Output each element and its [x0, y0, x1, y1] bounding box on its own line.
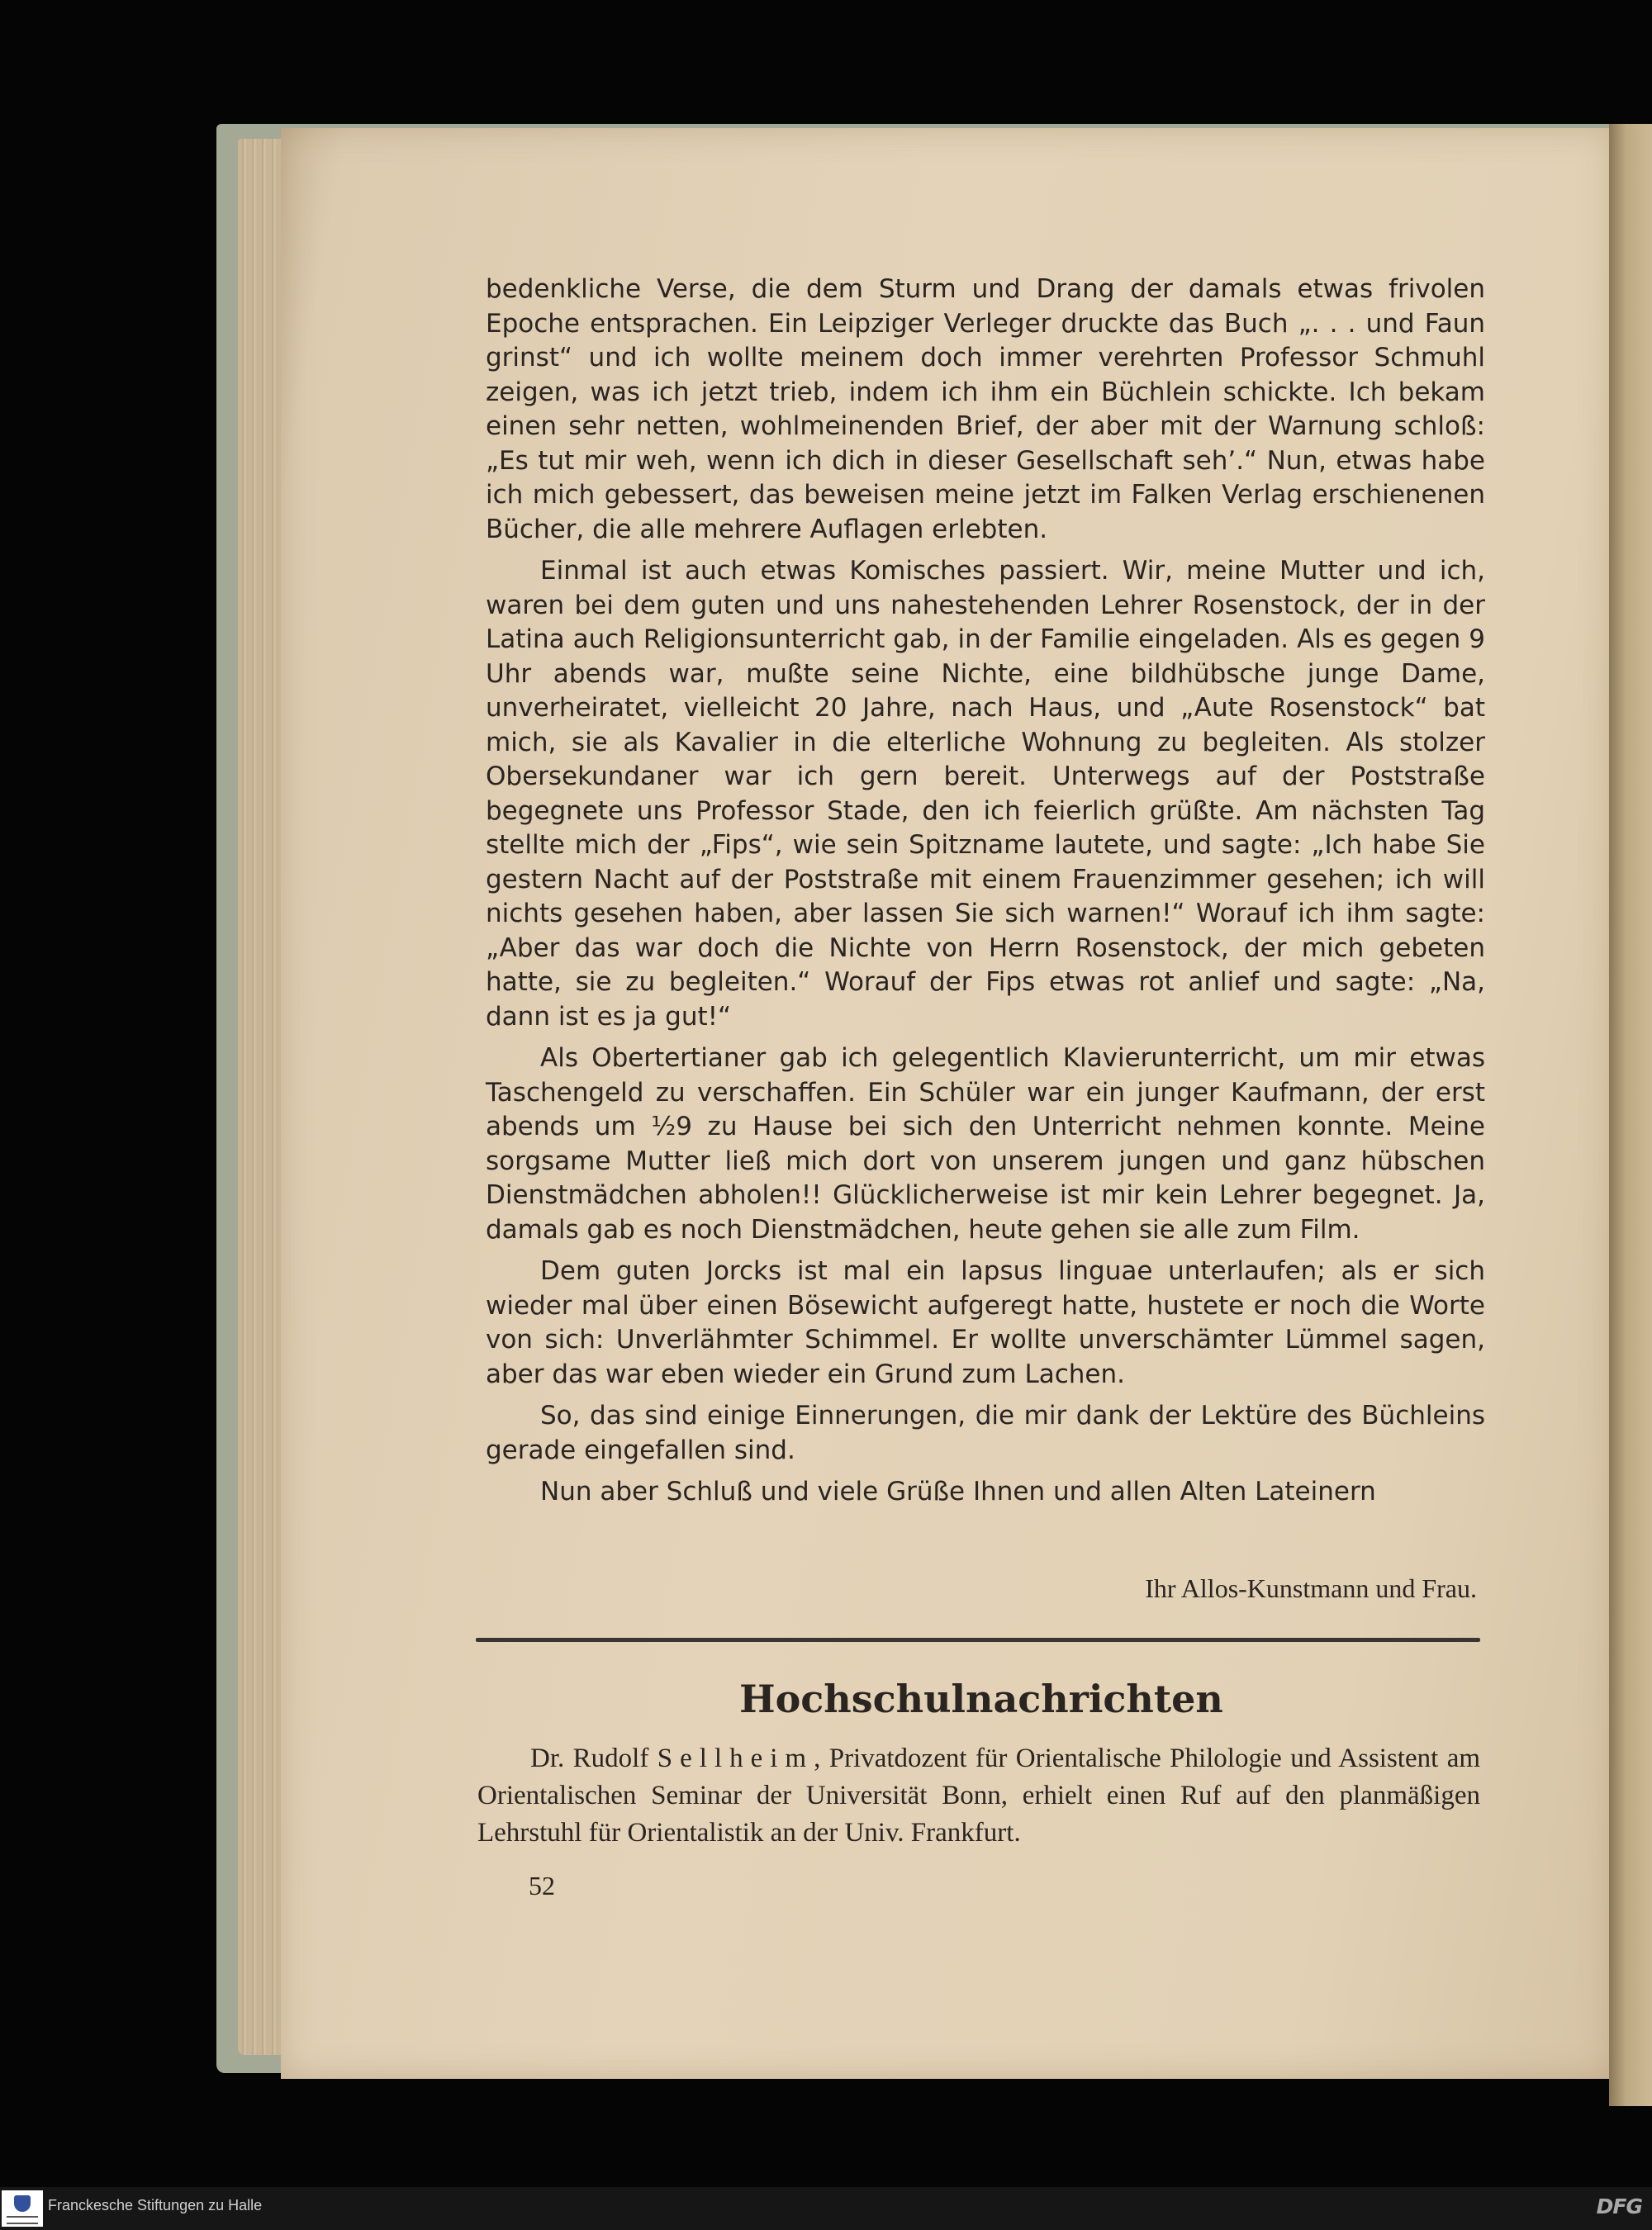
- section-heading: Hochschulnachrichten: [739, 1677, 1223, 1721]
- letter-text: [486, 273, 1485, 1517]
- paragraph-4: Dem guten Jorcks ist mal ein lapsus linguae unterlaufen; als er sich wieder mal über einen Bösewicht aufgeregt hatte, hustete er noch die Worte von sich: Unverlähmter Schimmel. Er wollte unverschämter Lümmel sagen, aber das war eben wieder ein Grund zum Lachen.: [486, 1256, 1485, 1389]
- university-news: [477, 1740, 1480, 1852]
- institution-name[interactable]: Franckesche Stiftungen zu Halle: [48, 2197, 263, 2213]
- paragraph-2: Einmal ist auch etwas Komisches passiert. Wir, meine Mutter und ich, waren bei dem guten und uns nahestehenden Lehrer Rosenstock, der in der Latina auch Religionsunterricht gab, in der Familie eingeladen. Als es gegen 9 Uhr abends war, mußte seine Nichte, eine bildhübsche junge Dame, unverheiratet, vielleicht 20 Jahre, nach Haus, und „Aute Rosenstock“ bat mich, sie als Kavalier in die elterliche Wohnung zu begleiten. Als stolzer Obersekundaner war ich gern bereit. Unterwegs auf der Poststraße begegnete uns Professor Stade, den ich feierlich grüßte. Am nächsten Tag stellte mich der „Fips“, wie sein Spitzname lautete, und sagte: „Ich habe Sie gestern Nacht auf der Poststraße mit einem Frauenzimmer gesehen; ich will nichts gesehen haben, aber lassen Sie sich warnen!“ Worauf ich ihm sagte: „Aber das war doch die Nichte von Herrn Rosenstock, der mich gebeten hatte, sie zu begleiten.“ Worauf der Fips etwas rot anlief und sagte: „Na, dann ist es ja gut!“: [486, 556, 1485, 1032]
- institution-logo-icon[interactable]: [2, 2190, 43, 2227]
- facing-page-edge: [1609, 124, 1652, 2106]
- viewer-footer: [0, 2187, 1652, 2230]
- news-text: , Privatdozent für Orientalische Philologie und Assistent am Orientalischen Seminar der Universität Bonn, erhielt einen Ruf auf den planmäßigen Lehrstuhl für Orientalistik an der Univ. Frankfurt.: [477, 1744, 1481, 1848]
- paragraph-6: Nun aber Schluß und viele Grüße Ihnen und allen Alten Lateinern: [540, 1477, 1376, 1506]
- paragraph-3: Als Obertertianer gab ich gelegentlich Klavierunterricht, um mir etwas Taschengeld zu verschaffen. Ein Schüler war ein junger Kaufmann, der erst abends um ½9 zu Hause bei sich den Unterricht nehmen konnte. Meine sorgsame Mutter ließ mich dort von unserem jungen und ganz hübschen Dienstmädchen abholen!! Glücklicherweise ist mir kein Lehrer begegnet. Ja, damals gab es noch Dienstmädchen, heute gehen sie alle zum Film.: [486, 1043, 1485, 1245]
- paragraph-5: So, das sind einige Einnerungen, die mir dank der Lektüre des Büchleins gerade eingefallen sind.: [486, 1401, 1485, 1465]
- news-name: Sellheim: [657, 1744, 814, 1773]
- dfg-logo[interactable]: DFG: [1596, 2194, 1642, 2218]
- paragraph-1: bedenkliche Verse, die dem Sturm und Drang der damals etwas frivolen Epoche entsprachen. Ein Leipziger Verleger druckte das Buch „. . . und Faun grinst“ und ich wollte meinem doch immer verehrten Professor Schmuhl zeigen, was ich jetzt trieb, indem ich ihm ein Büchlein schickte. Ich bekam einen sehr netten, wohlmeinenden Brief, der aber mit der Warnung schloß: „Es tut mir weh, wenn ich dich in dieser Gesellschaft seh’.“ Nun, etwas habe ich mich gebessert, das beweisen meine jetzt im Falken Verlag erschienenen Bücher, die alle mehrere Auflagen erlebten.: [486, 274, 1485, 544]
- section-divider: [476, 1638, 1480, 1642]
- news-title: Dr. Rudolf: [530, 1744, 649, 1773]
- page-number: 52: [529, 1871, 555, 1900]
- letter-signature: Ihr Allos-Kunstmann und Frau.: [1145, 1573, 1477, 1603]
